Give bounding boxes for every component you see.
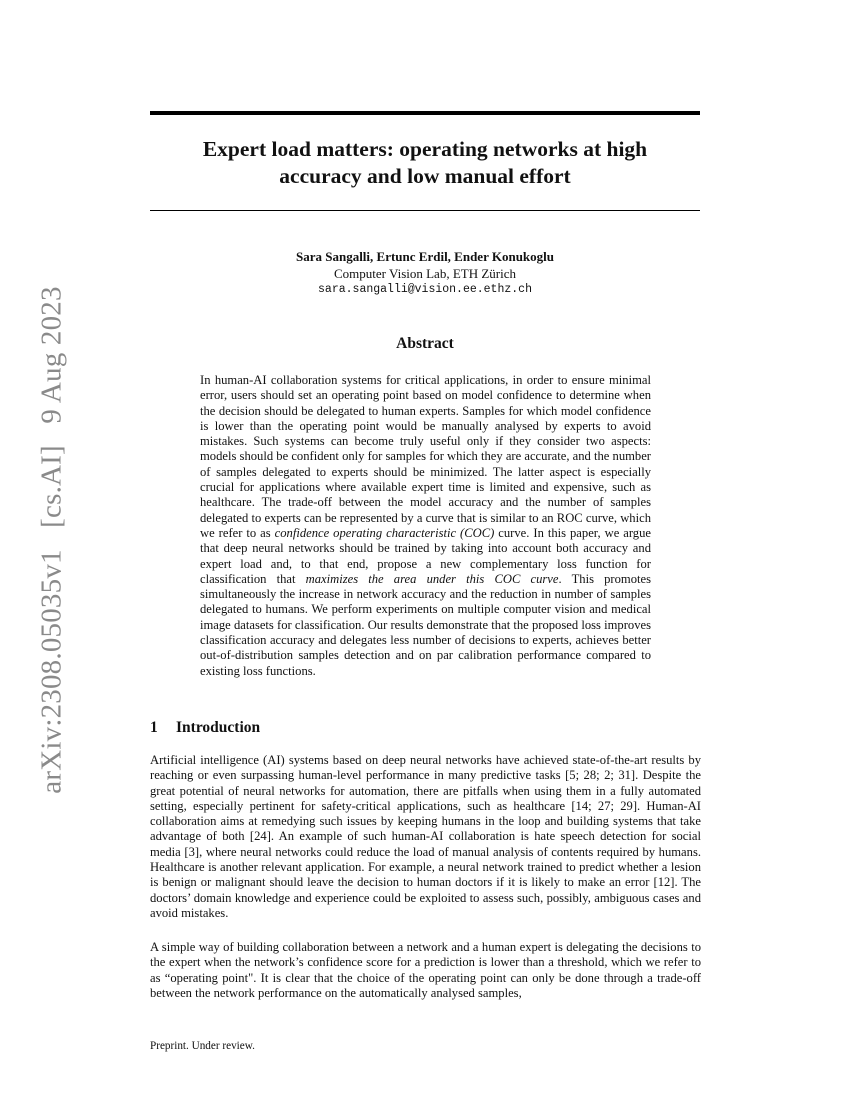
author-email: sara.sangalli@vision.ee.ethz.ch	[318, 283, 532, 296]
abstract-text-c: . This promotes simultaneously the increase in network accuracy and the reduction in number of samples delegated to humans. We perform experiments on multiple computer vision and medical image datasets for classification. Our results demonstrate that the proposed loss improves classification accuracy and delegates less number of decisions to experts, achieves better out-of-distribution samples detection and on par calibration performance compared to existing loss functions.	[200, 571, 651, 678]
author-block	[150, 249, 700, 299]
abstract-heading: Abstract	[396, 335, 454, 352]
paper-title	[150, 136, 700, 190]
title-line-2: accuracy and low manual effort	[279, 164, 571, 188]
title-top-rule	[150, 111, 700, 115]
abstract-text-a: In human-AI collaboration systems for critical applications, in order to ensure minimal error, users should set an operating point based on model confidence to determine when the decision should be delegated to human experts. Samples for which model confidence is lower than the operating point would be manually analysed by experts to avoid mistakes. Such systems can become truly useful only if they consider two aspects: models should be confident only for samples for which they are accurate, and the number of samples delegated to experts should be minimized. The latter aspect is especially crucial for applications where available expert time is limited and expensive, such as healthcare. The trade-off between the model accuracy and the number of samples delegated to experts can be represented by a curve that is similar to an ROC curve, which we refer to as	[200, 373, 651, 540]
arxiv-date: 9 Aug 2023	[35, 286, 68, 424]
abstract-italic-maximizes: maximizes the area under this COC curve	[305, 571, 559, 586]
title-line-1: Expert load matters: operating networks at high	[202, 137, 648, 161]
arxiv-id: arXiv:2308.05035v1	[35, 549, 68, 794]
intro-paragraph-1: Artificial intelligence (AI) systems based on deep neural networks have achieved state-of-the-art results by reaching or even surpassing human-level performance in many predictive tasks [5; 28; 2; 31]. Despite the great potential of neural networks for automation, there are pitfalls when using them in a fully automated setting, especially pertinent for safety-critical applications, such as healthcare [14; 27; 29]. Human-AI collaboration aims at remedying such issues by keeping humans in the loop and building systems that take advantage of both [24]. An example of such human-AI collaboration is hate speech detection for social media [3], where neural networks could reduce the load of manual analysis of contents required by humans. Healthcare is another relevant application. For example, a neural network trained to predict whether a lesion is benign or malignant should leave the decision to human doctors if it is likely to make an error [12]. The doctors’ domain knowledge and experience could be exploited to assess such, possibly, ambiguous cases and avoid mistakes.	[150, 753, 701, 920]
abstract-body	[200, 373, 651, 679]
abstract-text-b: curve. In this paper, we argue that deep neural networks should be trained by taking into account both accuracy and expert load and, to that end, propose a new complementary loss function for classification that	[200, 525, 651, 586]
section-number: 1	[150, 719, 158, 736]
arxiv-category: [cs.AI]	[35, 445, 68, 528]
affiliation: Computer Vision Lab, ETH Zürich	[333, 265, 517, 281]
preprint-footer: Preprint. Under review.	[150, 1040, 255, 1052]
section-title: Introduction	[176, 719, 261, 736]
section-heading-introduction	[150, 719, 260, 737]
author-names: Sara Sangalli, Ertunc Erdil, Ender Konukoglu	[295, 249, 555, 264]
title-bottom-rule	[150, 210, 700, 211]
abstract-italic-coc: confidence operating characteristic (COC)	[274, 525, 495, 540]
arxiv-identifier-stamp	[36, 279, 69, 800]
intro-paragraph-2: A simple way of building collaboration between a network and a human expert is delegating the decisions to the expert when the network’s confidence score for a prediction is lower than a threshold, which we refer to as “operating point". It is clear that the choice of the operating point can only be done through a trade-off between the network performance on the automatically analysed samples,	[150, 940, 701, 1000]
